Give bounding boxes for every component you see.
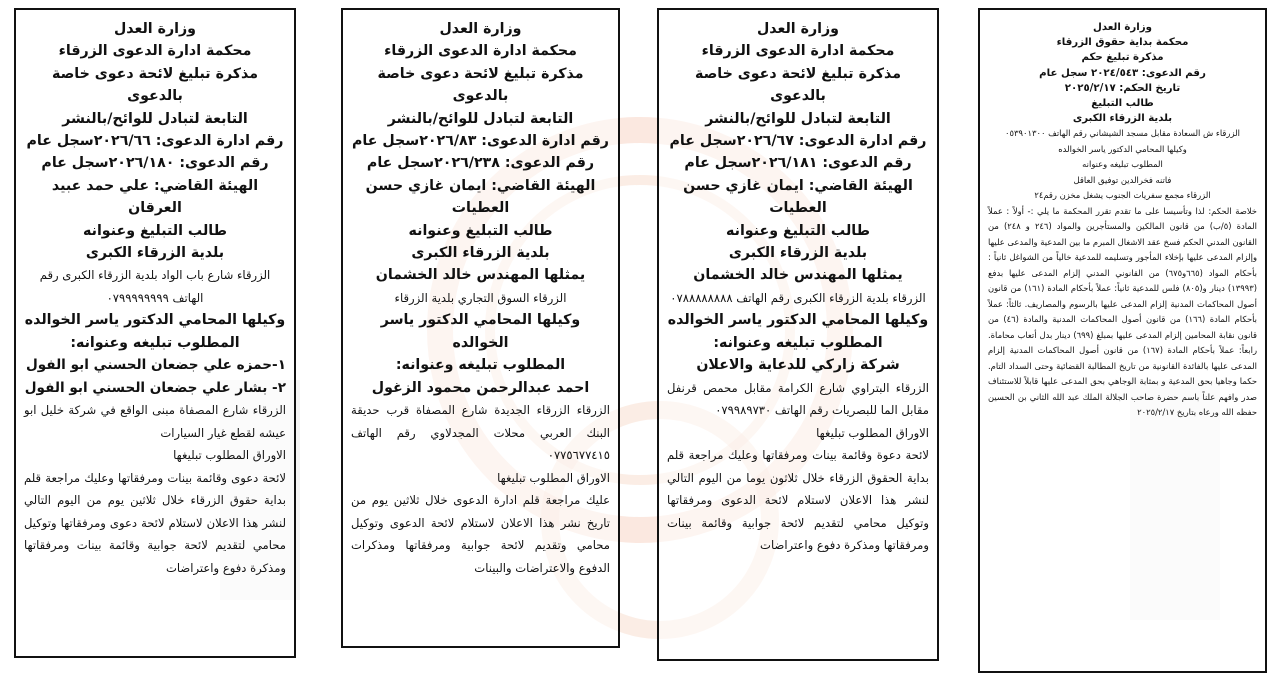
requester-label: طالب التبليغ وعنوانه — [726, 222, 870, 239]
papers-label: الاوراق المطلوب تبليغها — [173, 448, 286, 463]
defendant-name: فاتنه فخرالدين توفيق العاقل — [1073, 174, 1172, 185]
requester-name: بلدية الزرقاء الكبرى — [1072, 113, 1173, 125]
agent-name: وكيلها المحامي الدكتور ياسر الخوالده — [380, 312, 581, 351]
notice-heading-line: مذكرة تبليغ لائحة دعوى خاصة بالدعوى — [694, 65, 902, 105]
notice-heading-line: محكمة ادارة الدعوى الزرقاء — [58, 43, 252, 60]
case-number: رقم الدعوى: ٢٠٢٦/١٨٠سجل عام — [41, 155, 269, 172]
notice-heading-line: وزارة العدل — [756, 21, 840, 37]
notice-heading-line: مذكرة تبليغ لائحة دعوى خاصة بالدعوى — [377, 65, 584, 105]
judgment-summary: خلاصة الحكم: لذا وتأسيسا على ما تقدم تقرر المحكمة ما يلي :- أولاً : عملاً المادة (٥/ب) من قانون المالكين والمستأجرين والمواد (٢٤٦ و ٢٤٨) من القانون المدني الحكم فسخ عقد الاشغال المبرم ما بين المدعية والمدعى عليها وإلزام المدعى عليها بإخلاء المأجور وتسليمه للمدعية خالياً من الشواغل ثانياً : بأحكام المواد (٦٦٥و٦٧٥) من القانوني المدني إلزام المدعى عليها بدفع (١٣٩٩٣) دينار و(٨٠٥) فلس للمدعية ثانياً: عملاً بأحكام المادة (١٦١) من قانون أصول المحاكمات المدنية إلزام المدعى عليها بالرسوم والمصاريف. ثالثاً: عملاً بأحكام المادة (١٦٦) من قانون أصول المحاكمات المدنية والمادة (٤٦) من قانون نقابة المحامين إلزام المدعى عليها بمبلغ (٦٩٩) دينار بدل أتعاب محاماة. رابعاً: عملاً بأحكام المادة (١٦٧) من قانون أصول المحاكمات المدنية إلزام المدعى عليها بالفائدة القانونية من تاريخ المطالبة القضائية وحتى السداد التام. حكما وجاهيا بحق المدعية و بمثابة الوجاهي بحق المدعى عليها قابلاً للاستئناف صدر وافهم علناً باسم حضرة صاحب الجلالة الملك عبد الله الثاني بن الحسين حفظه الله ورعاه بتاريخ ٢٠٢٥/٢/١٧ — [988, 205, 1258, 418]
requester-name: بلدية الزرقاء الكبرى — [728, 245, 868, 262]
notice-heading-line: محكمة ادارة الدعوى الزرقاء — [384, 43, 577, 60]
defendant-address: الزرقاء الزرقاء الجديدة شارع المصفاة قرب حديقة البنك العربي محلات المجدلاوي رقم الهاتف ٠٧٧٥٦٧٧٤١٥ — [351, 403, 610, 462]
case-admin-number: رقم ادارة الدعوى: ٢٠٢٦/٦٦سجل عام — [26, 133, 284, 150]
notice-heading-line: محكمة ادارة الدعوى الزرقاء — [701, 43, 895, 60]
defendant-label: المطلوب تبليغه وعنوانه: — [713, 334, 883, 351]
notice-body: لائحة دعوة وقائمة بينات ومرفقاتها وعليك مراجعة قلم بداية الحقوق الزرقاء خلال ثلاثون يوما من اليوم التالي لنشر هذا الاعلان لاستلام لائحة الدعوى ومرفقاتها وتوكيل محامي لتقديم لائحة جوابية وقائمة بينات ومرفقاتها ومذكرة دفوع واعتراضات — [667, 448, 929, 553]
requester-label: طالب التبليغ وعنوانه — [83, 222, 227, 239]
requester-address: الزرقاء ش السعادة مقابل مسجد الشيشاني رقم الهاتف ٠٥٣٩٠١٣٠٠ — [1005, 128, 1240, 139]
requester-name: بلدية الزرقاء الكبرى — [85, 245, 225, 262]
notice-heading-line: وزارة العدل — [439, 21, 522, 37]
notice-heading-line: التابعة لتبادل للوائح/بالنشر — [705, 110, 891, 127]
notice-heading-line: مذكرة تبليغ لائحة دعوى خاصة بالدعوى — [51, 65, 259, 105]
defendant-label: المطلوب تبليغه وعنوانه: — [395, 357, 566, 374]
notice-heading-line: محكمة بداية حقوق الزرقاء — [1056, 37, 1189, 49]
judge-name: الهيئة القاضي: ايمان غازي حسن العطيات — [365, 177, 596, 217]
notice-card-1 — [14, 8, 296, 658]
requester-representative: يمثلها المهندس خالد الخشمان — [693, 267, 903, 284]
requester-representative: يمثلها المهندس خالد الخشمان — [375, 267, 586, 284]
papers-label: الاوراق المطلوب تبليغها — [816, 425, 929, 440]
defendant-name: شركة زاركي للدعاية والاعلان — [696, 357, 900, 374]
agent-name: وكيلها المحامي الدكتور ياسر الخوالده — [24, 312, 286, 329]
notice-heading-line: وزارة العدل — [113, 21, 197, 37]
notice-heading-line: مذكرة تبليغ حكم — [1081, 52, 1164, 64]
requester-address: الزرقاء السوق التجاري بلدية الزرقاء — [394, 290, 567, 305]
case-number: رقم الدعوى: ٢٠٢٦/١٨١سجل عام — [684, 155, 912, 172]
requester-label: طالب التبليغ — [1091, 98, 1154, 110]
judge-name: الهيئة القاضي: علي حمد عبيد العرقان — [51, 177, 259, 217]
requester-address: الزرقاء بلدية الزرقاء الكبرى رقم الهاتف ٠٧٨٨٨٨٨٨٨٨ — [670, 290, 926, 305]
defendant-name: ١-حمزه علي جضعان الحسني ابو الفول — [25, 357, 286, 374]
notice-card-4 — [978, 8, 1267, 673]
case-number: رقم الدعوى: ٢٠٢٤/٥٤٣ سجل عام — [1039, 67, 1206, 79]
defendant-address: الزرقاء البتراوي شارع الكرامة مقابل محمص قرنفل مقابل الما للبصريات رقم الهاتف ٠٧٩٩٨٩٧٣٠ — [667, 380, 929, 418]
agent-name: وكيلها المحامي الدكتور ياسر الخوالده — [1058, 143, 1187, 154]
notice-heading-line: وزارة العدل — [1093, 22, 1152, 33]
notice-heading-line: التابعة لتبادل للوائح/بالنشر — [62, 110, 248, 127]
requester-label: طالب التبليغ وعنوانه — [408, 222, 553, 239]
notice-body: عليك مراجعة قلم ادارة الدعوى خلال ثلاثين يوم من تاريخ نشر هذا الاعلان لاستلام لائحة الدعوى وتوكيل محامي وتقديم لائحة جوابية ومرفقاتها ومذكرات الدفوع والاعتراضات والبينات — [351, 493, 610, 575]
case-admin-number: رقم ادارة الدعوى: ٢٠٢٦/٨٣سجل عام — [352, 133, 609, 150]
defendant-label: المطلوب تبليغه وعنوانه: — [70, 334, 240, 351]
defendant-name: احمد عبدالرحمن محمود الزغول — [371, 379, 590, 396]
defendant-address: الزرقاء مجمع سفريات الجنوب يشغل مخزن رقم٢٤ — [1034, 190, 1211, 201]
notice-heading-line: التابعة لتبادل للوائح/بالنشر — [387, 110, 574, 127]
defendant-name: ٢- بشار علي جضعان الحسني ابو الفول — [24, 379, 286, 396]
agent-name: وكيلها المحامي الدكتور ياسر الخوالده — [667, 312, 929, 329]
defendant-address: الزرقاء شارع المصفاة مبنى الواقع في شركة خليل ابو عيشه لقطع غيار السيارات — [24, 403, 286, 440]
case-admin-number: رقم ادارة الدعوى: ٢٠٢٦/٦٧سجل عام — [669, 133, 927, 150]
judge-name: الهيئة القاضي: ايمان غازي حسن العطيات — [683, 177, 913, 217]
requester-address: الزرقاء شارع باب الواد بلدية الزرقاء الكبرى رقم الهاتف ٠٧٩٩٩٩٩٩٩٩ — [39, 268, 271, 305]
notice-body: لائحة دعوى وقائمة بينات ومرفقاتها وعليك مراجعة قلم بداية حقوق الزرقاء خلال ثلاثين يوم من اليوم التالي لنشر هذا الاعلان لاستلام لائحة دعوى ومرفقاتها وتوكيل محامي لتقديم لائحة جوابية وقائمة بينات ومرفقاتها ومذكرة دفوع واعتراضات — [24, 470, 286, 575]
notice-card-2 — [341, 8, 620, 648]
notice-card-3 — [657, 8, 939, 661]
requester-name: بلدية الزرقاء الكبرى — [411, 245, 550, 262]
judgment-date: تاريخ الحكم: ٢٠٢٥/٢/١٧ — [1064, 82, 1181, 94]
papers-label: الاوراق المطلوب تبليغها — [497, 470, 610, 485]
defendant-label: المطلوب تبليغه وعنوانه — [1082, 159, 1163, 170]
case-number: رقم الدعوى: ٢٠٢٦/٢٣٨سجل عام — [366, 155, 595, 172]
